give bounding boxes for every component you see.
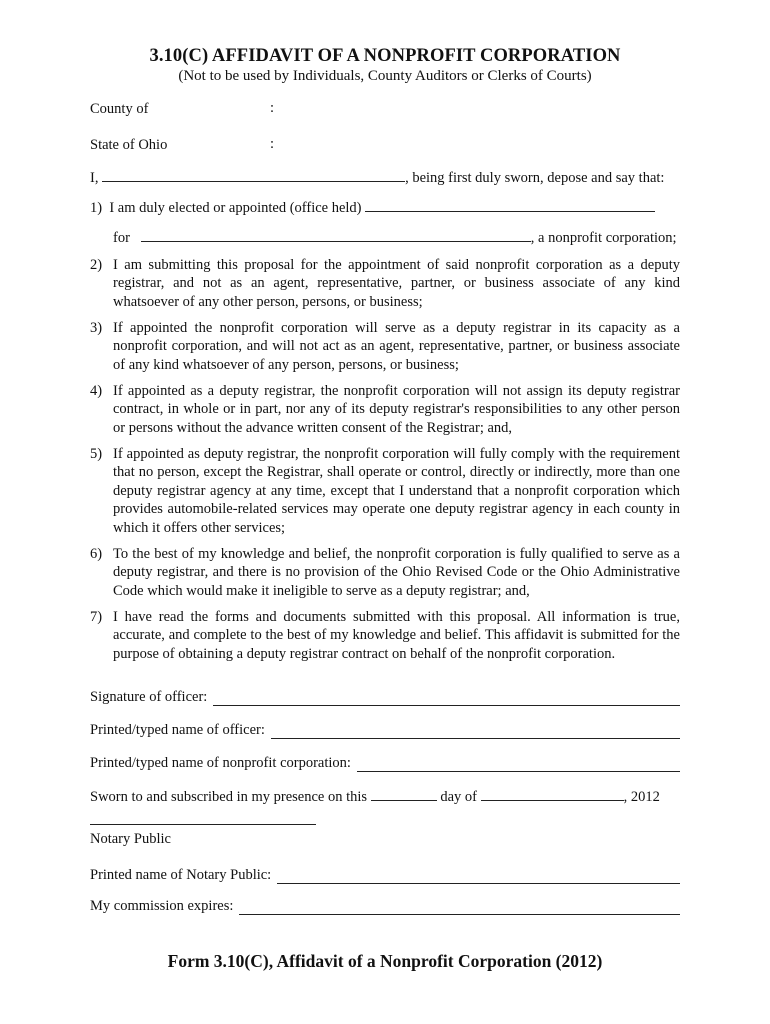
item-text: If appointed as deputy registrar, the nonprofit corporation will fully comply with the requirement that no person, except the Registrar, shall operate or control, directly or indirectly, more than one deputy registrar agency at any time, except that I understand that a nonprofit corporation which provides automobile-related services may operate one deputy registrar agency in each county in which it offers other services; (113, 446, 680, 536)
item-text: If appointed the nonprofit corporation will serve as a deputy registrar in its capacity as a nonprofit corporation, and will not act as an agent, representative, partner, or business associate of any kind whatsoever of any person, persons, or business; (113, 320, 680, 373)
corp-name-field[interactable] (357, 758, 680, 772)
item-1-text: I am duly elected or appointed (office held) (109, 200, 362, 216)
commission-row (90, 897, 680, 915)
county-colon: : (270, 100, 275, 116)
item-number: 7) (90, 609, 103, 625)
officer-name-row (90, 721, 680, 739)
signature-field[interactable] (213, 692, 680, 706)
notary-name-row (90, 866, 680, 884)
list-item (90, 382, 680, 437)
document-subtitle: (Not to be used by Individuals, County Auditors or Clerks of Courts) (178, 68, 592, 84)
item-number: 3) (90, 320, 103, 336)
county-label: County of (90, 101, 149, 117)
commission-field[interactable] (239, 901, 680, 915)
sworn-day-of: day of (440, 789, 477, 805)
intro-line (90, 168, 664, 187)
corp-name-row (90, 754, 680, 772)
signature-label: Signature of officer: (90, 689, 208, 705)
item-1-for-label: for (113, 230, 130, 246)
item-number: 2) (90, 257, 103, 273)
item-1-for-line (113, 228, 677, 247)
item-number: 6) (90, 546, 103, 562)
state-label: State of Ohio (90, 137, 168, 153)
item-1-line (90, 198, 655, 217)
corp-name-label: Printed/typed name of nonprofit corporation: (90, 755, 351, 771)
affiant-name-field[interactable] (102, 168, 405, 182)
item-text: I have read the forms and documents submitted with this proposal. All information is true, accurate, and complete to the best of my knowledge and belief. This affidavit is submitted for the purpose of obtaining a deputy registrar contract on behalf of the nonprofit corporation. (113, 609, 680, 662)
officer-name-field[interactable] (271, 725, 680, 739)
office-held-field[interactable] (365, 198, 655, 212)
sworn-year: , 2012 (623, 789, 660, 805)
notary-label: Notary Public (90, 831, 171, 847)
item-number: 5) (90, 446, 103, 462)
item-number: 4) (90, 383, 103, 399)
intro-prefix: I, (90, 170, 99, 186)
form-footer: Form 3.10(C), Affidavit of a Nonprofit Corporation (2012) (167, 951, 603, 971)
notary-signature-field[interactable] (90, 824, 316, 825)
sworn-row (90, 787, 660, 806)
item-text: I am submitting this proposal for the appointment of said nonprofit corporation as a deputy registrar, and not as an agent, representative, partner, or business associate of any kind whatsoever of any other person, persons, or business; (113, 257, 680, 310)
sworn-month-field[interactable] (481, 787, 624, 801)
list-item (90, 545, 680, 600)
document-title: 3.10(C) AFFIDAVIT OF A NONPROFIT CORPORATION (149, 46, 621, 66)
sworn-day-field[interactable] (371, 787, 437, 801)
intro-suffix: , being first duly sworn, depose and say that: (405, 170, 665, 186)
item-text: To the best of my knowledge and belief, the nonprofit corporation is fully qualified to serve as a deputy registrar, and there is no provision of the Ohio Revised Code or the Ohio Administrative Code which would make it ineligible to serve as a deputy registrar; and, (113, 546, 680, 599)
sworn-prefix: Sworn to and subscribed in my presence on this (90, 789, 368, 805)
list-item (90, 445, 680, 537)
state-colon: : (270, 136, 275, 152)
commission-label: My commission expires: (90, 898, 234, 914)
officer-name-label: Printed/typed name of officer: (90, 722, 265, 738)
list-item (90, 319, 680, 374)
item-1-for-suffix: , a nonprofit corporation; (530, 230, 677, 246)
notary-name-field[interactable] (277, 870, 680, 884)
notary-name-label: Printed name of Notary Public: (90, 867, 272, 883)
list-item (90, 608, 680, 663)
signature-row (90, 688, 680, 706)
list-item (90, 256, 680, 311)
item-1-number: 1) (90, 200, 103, 216)
corporation-field[interactable] (141, 228, 531, 242)
item-text: If appointed as a deputy registrar, the nonprofit corporation will not assign its deputy registrar contract, in whole or in part, nor any of its deputy registrar's responsibilities to any other person or persons without the advance written consent of the Registrar; and, (113, 383, 680, 436)
